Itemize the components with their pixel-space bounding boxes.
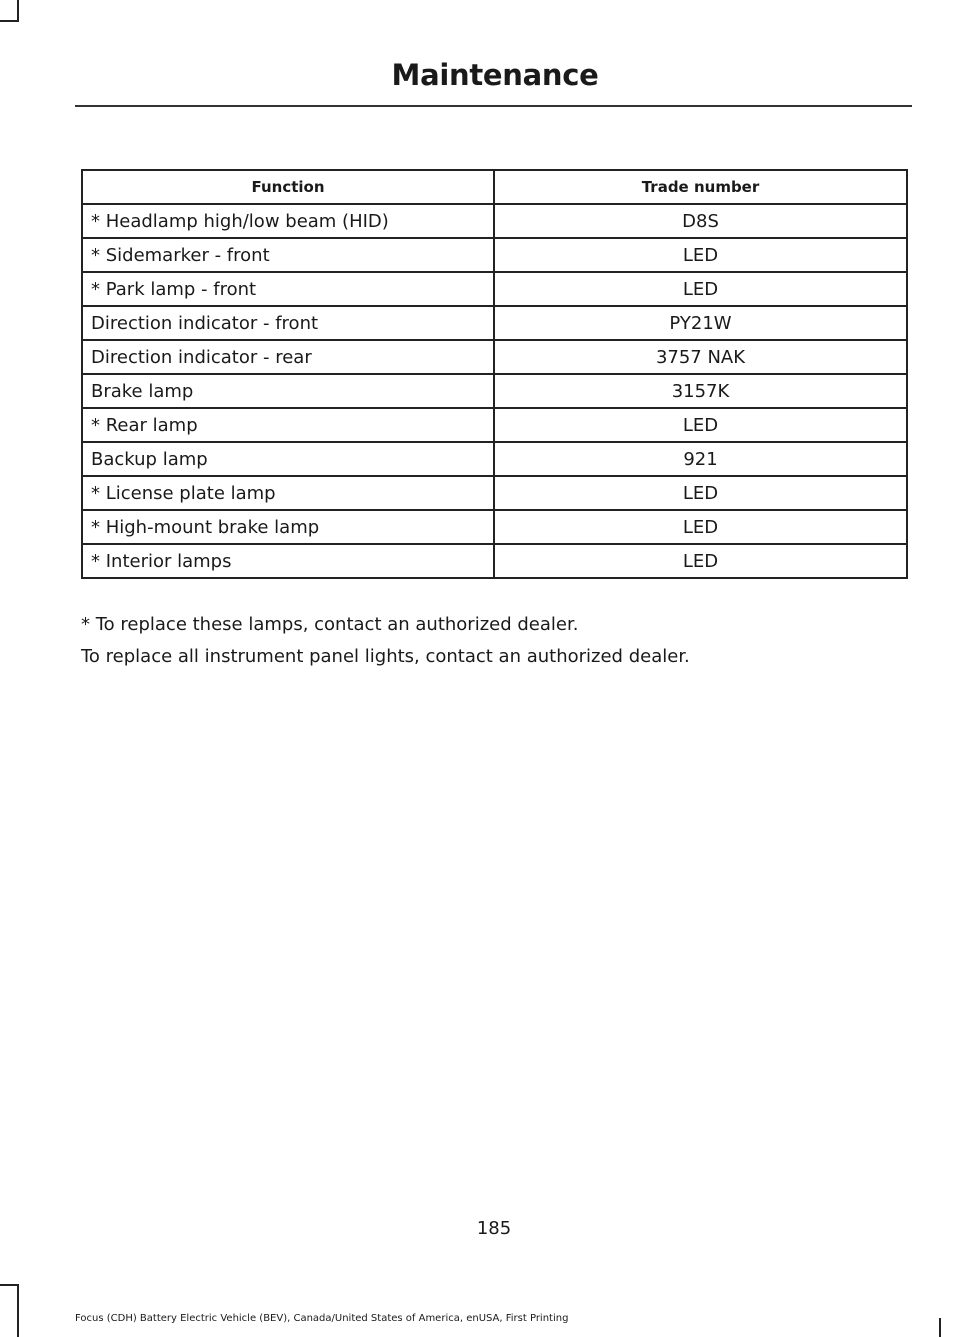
footer-publication-info: Focus (CDH) Battery Electric Vehicle (BEV), Canada/United States of America, enUSA, First Printing	[75, 1313, 569, 1324]
function-cell: Brake lamp	[82, 374, 494, 408]
table-row	[82, 510, 907, 544]
trade-number-cell: LED	[494, 408, 907, 442]
table-row	[82, 374, 907, 408]
table-row	[82, 544, 907, 578]
table-row	[82, 476, 907, 510]
function-cell: Direction indicator - rear	[82, 340, 494, 374]
page-title: Maintenance	[391, 58, 599, 92]
table-row	[82, 238, 907, 272]
function-cell: Direction indicator - front	[82, 306, 494, 340]
function-cell: Backup lamp	[82, 442, 494, 476]
table-row	[82, 306, 907, 340]
trade-number-cell: PY21W	[494, 306, 907, 340]
bulb-specification-table	[81, 169, 908, 579]
function-cell: * License plate lamp	[82, 476, 494, 510]
trade-number-cell: LED	[494, 544, 907, 578]
function-cell: * High-mount brake lamp	[82, 510, 494, 544]
page-number: 185	[476, 1218, 512, 1239]
function-cell: * Headlamp high/low beam (HID)	[82, 204, 494, 238]
crop-mark-bottom-right-vertical	[939, 1318, 941, 1337]
table-row	[82, 272, 907, 306]
trade-number-cell: 3157K	[494, 374, 907, 408]
crop-mark-bottom-left-horizontal	[0, 1284, 19, 1286]
trade-number-cell: LED	[494, 272, 907, 306]
column-header-function: Function	[82, 170, 494, 204]
table-row	[82, 204, 907, 238]
table-row	[82, 340, 907, 374]
footnote-dealer-replacement: * To replace these lamps, contact an authorized dealer.	[81, 614, 579, 635]
crop-mark-top-left-vertical	[17, 0, 19, 22]
function-cell: * Park lamp - front	[82, 272, 494, 306]
crop-mark-top-left-horizontal	[0, 20, 19, 22]
function-cell: * Rear lamp	[82, 408, 494, 442]
function-cell: * Interior lamps	[82, 544, 494, 578]
trade-number-cell: 3757 NAK	[494, 340, 907, 374]
table-header-row	[82, 170, 907, 204]
trade-number-cell: LED	[494, 510, 907, 544]
table-row	[82, 442, 907, 476]
crop-mark-bottom-left-vertical	[17, 1284, 19, 1337]
function-cell: * Sidemarker - front	[82, 238, 494, 272]
column-header-trade-number: Trade number	[494, 170, 907, 204]
instrument-panel-note: To replace all instrument panel lights, contact an authorized dealer.	[81, 646, 690, 667]
trade-number-cell: 921	[494, 442, 907, 476]
header-divider	[75, 105, 912, 107]
table-row	[82, 408, 907, 442]
trade-number-cell: D8S	[494, 204, 907, 238]
trade-number-cell: LED	[494, 238, 907, 272]
trade-number-cell: LED	[494, 476, 907, 510]
